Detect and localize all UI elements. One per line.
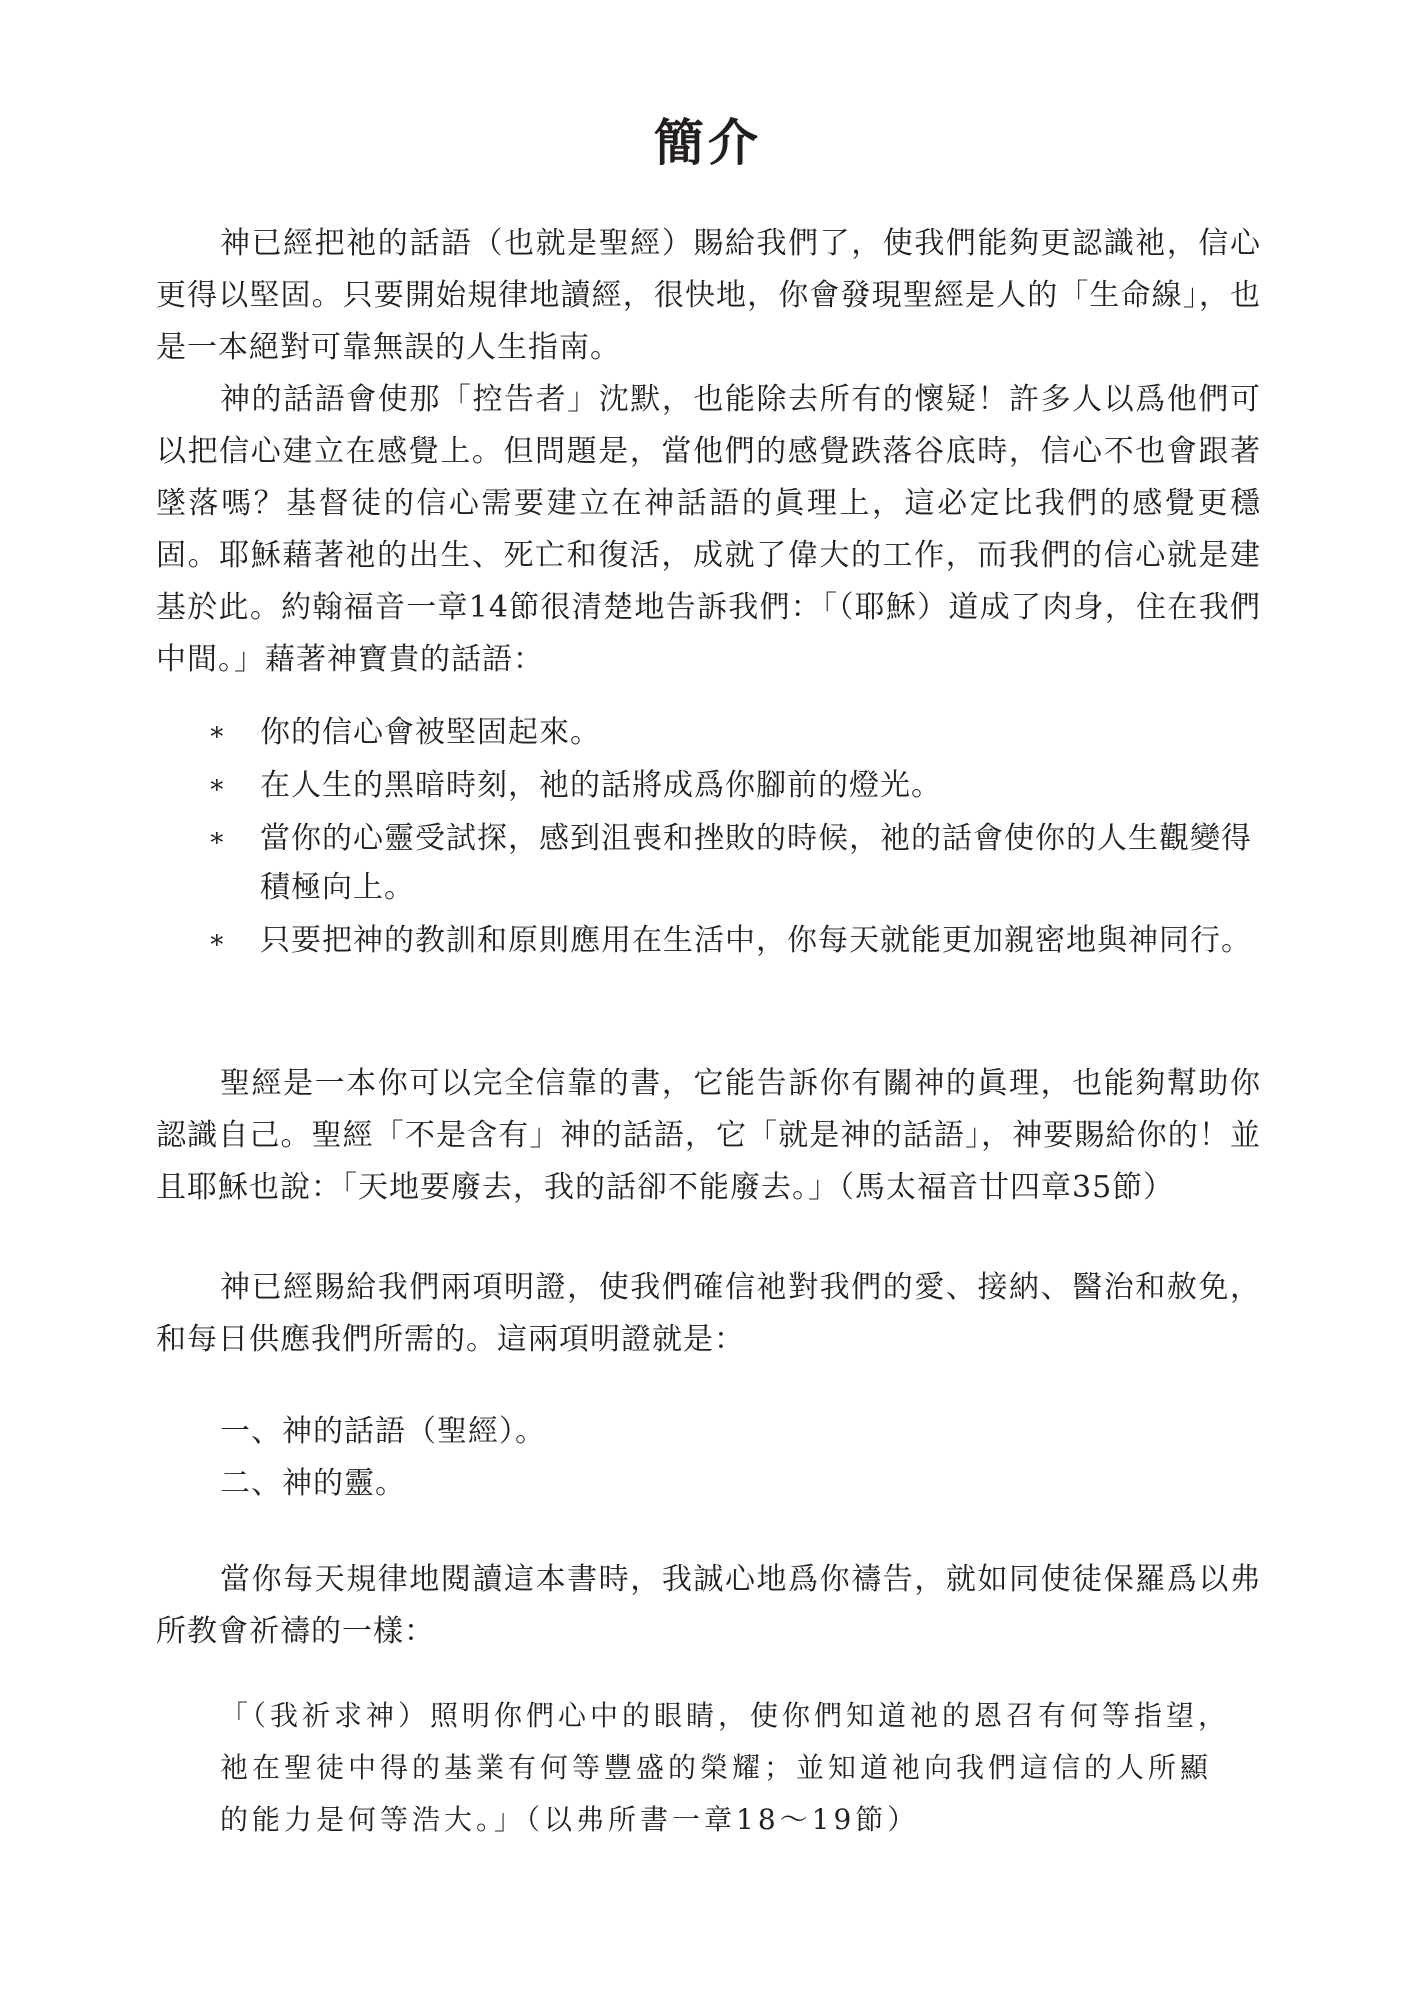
list-item: 二、神的靈。 bbox=[220, 1466, 406, 1501]
bullet-text: 只要把神的教訓和原則應用在生活中，你每天就能更加親密地與神同行。 bbox=[260, 923, 1252, 958]
page-title: 簡介 bbox=[654, 113, 762, 172]
list-item bbox=[208, 708, 1264, 757]
list-item: 一、神的話語（聖經）。 bbox=[220, 1414, 546, 1449]
scripture-quote: 「（我祈求神）照明你們心中的眼睛，使你們知道祂的恩召有何等指望，祂在聖徒中得的基業有何等豐盛的榮耀；並知道祂向我們這信的人所顯的能力是何等浩大。」（以弗所書一章18～19節） bbox=[220, 1699, 1231, 1836]
asterisk-icon: ∗ bbox=[208, 925, 227, 955]
paragraph-prayer: 當你每天規律地閱讀這本書時，我誠心地爲你禱告，就如同使徒保羅爲以弗所教會祈禱的一樣： bbox=[156, 1562, 1261, 1649]
asterisk-icon: ∗ bbox=[208, 717, 227, 747]
list-item bbox=[208, 916, 1264, 965]
paragraph-bible: 聖經是一本你可以完全信靠的書，它能告訴你有關神的眞理，也能夠幫助你認識自己。聖經「不是含有」神的話語，它「就是神的話語」，神要賜給你的！並且耶穌也說：「天地要廢去，我的話卻不能廢去。」（馬太福音廿四章35節） bbox=[156, 1066, 1261, 1205]
asterisk-icon: ∗ bbox=[208, 770, 227, 800]
bullet-text: 當你的心靈受試探，感到沮喪和挫敗的時候，祂的話會使你的人生觀變得積極向上。 bbox=[260, 821, 1252, 905]
paragraph-intro: 神已經把祂的話語（也就是聖經）賜給我們了，使我們能夠更認識祂，信心更得以堅固。只要開始規律地讀經，很快地，你會發現聖經是人的「生命線」，也是一本絕對可靠無誤的人生指南。 bbox=[156, 226, 1261, 365]
bullet-list bbox=[208, 708, 1264, 969]
paragraph-accuser: 神的話語會使那「控告者」沈默，也能除去所有的懷疑！許多人以爲他們可以把信心建立在感覺上。但問題是，當他們的感覺跌落谷底時，信心不也會跟著墜落嗎？基督徒的信心需要建立在神話語的眞理上，這必定比我們的感覺更穩固。耶穌藉著祂的出生、死亡和復活，成就了偉大的工作，而我們的信心就是建基於此。約翰福音一章14節很清楚地告訴我們：「（耶穌）道成了肉身，住在我們中間。」藉著神寶貴的話語： bbox=[156, 382, 1261, 677]
bullet-text: 在人生的黑暗時刻，祂的話將成爲你腳前的燈光。 bbox=[260, 768, 942, 803]
list-item bbox=[208, 814, 1264, 912]
numbered-list bbox=[220, 1406, 1220, 1510]
asterisk-icon: ∗ bbox=[208, 823, 227, 853]
bullet-text: 你的信心會被堅固起來。 bbox=[260, 715, 601, 750]
paragraph-two-proofs: 神已經賜給我們兩項明證，使我們確信祂對我們的愛、接納、醫治和赦免，和每日供應我們所需的。這兩項明證就是： bbox=[156, 1270, 1261, 1357]
list-item bbox=[208, 761, 1264, 810]
